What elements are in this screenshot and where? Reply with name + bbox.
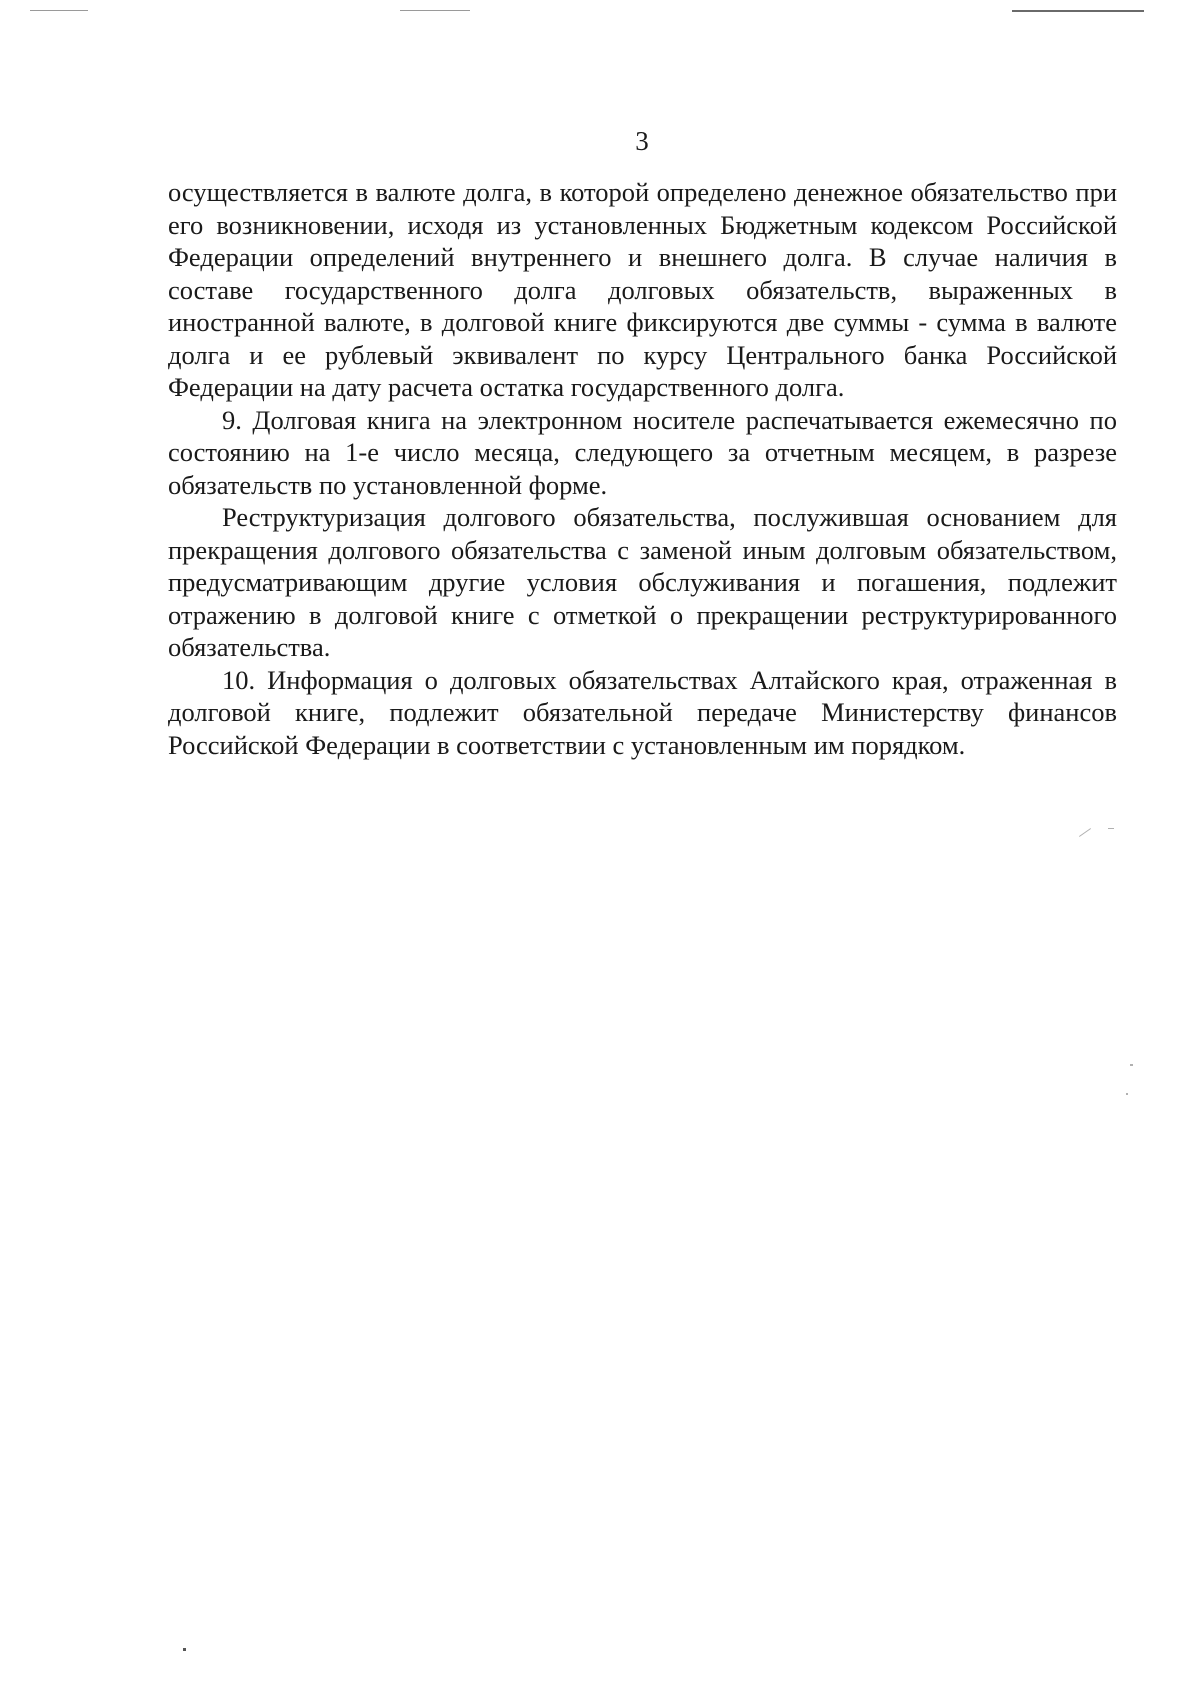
scan-speck bbox=[1079, 828, 1091, 837]
document-body bbox=[168, 176, 1117, 761]
scan-speck bbox=[1126, 1093, 1128, 1095]
scan-artifact-line bbox=[30, 10, 88, 11]
scan-speck bbox=[1108, 828, 1114, 829]
scan-artifact-line bbox=[1012, 10, 1144, 12]
paragraph-item-10: 10. Информация о долговых обязательствах Алтайского края, отраженная в долговой книге, подлежит обязательной передаче Министерству финансов Российской Федерации в соответствии с установленным им порядком. bbox=[168, 664, 1117, 760]
paragraph-restructuring: Реструктуризация долгового обязательства, послужившая основанием для прекращения долгового обязательства с заменой иным долговым обязательством, предусматривающим другие условия обслуживания и погашения, подлежит отражению в долговой книге с отметкой о прекращении реструктурированного обязательства. bbox=[168, 502, 1117, 662]
scan-artifact-line bbox=[400, 10, 470, 11]
page-number: 3 bbox=[635, 126, 649, 156]
scan-speck bbox=[1130, 1064, 1133, 1066]
paragraph-item-9: 9. Долговая книга на электронном носителе распечатывается ежемесячно по состоянию на 1-е число месяца, следующего за отчетным месяцем, в разрезе обязательств по установленной форме. bbox=[168, 404, 1117, 500]
scan-speck bbox=[183, 1648, 186, 1651]
paragraph-continuation: осуществляется в валюте долга, в которой определено денежное обязательство при его возникновении, исходя из установленных Бюджетным кодексом Российской Федерации определений внутреннего и внешнего долга. В случае наличия в составе государственного долга долговых обязательств, выраженных в иностранной валюте, в долговой книге фиксируются две суммы - сумма в валюте долга и ее рублевый эквивалент по курсу Центрального банка Российской Федерации на дату расчета остатка государственного долга. bbox=[168, 177, 1117, 402]
